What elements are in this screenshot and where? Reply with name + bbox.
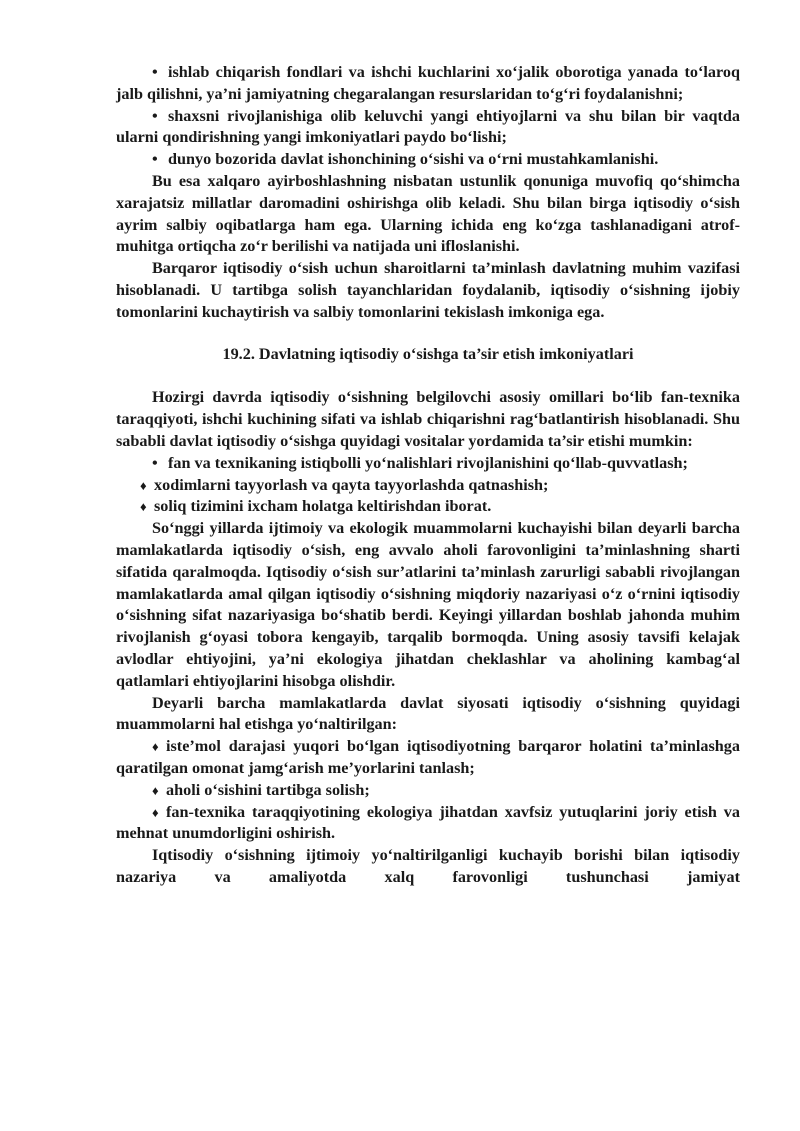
bullet-icon: • bbox=[152, 150, 158, 169]
paragraph: Bu esa xalqaro ayirboshlashning nisbatan ustunlik qonuniga muvofiq qo‘shimcha xarajatsiz millatlar daromadini oshirishga olib keladi. Shu bilan birga iqtisodiy o‘sish ayrim salbiy oqibatlarga ham ega. Ularning ichida eng ko‘zga tashlanadigani atrof-muhitga ortiqcha zo‘r berilishi va natijada uni ifloslanishi. bbox=[116, 171, 740, 256]
bullet-icon: • bbox=[152, 63, 158, 81]
diamond-bullet-icon: ♦ bbox=[152, 782, 159, 798]
list-item: ♦ iste’mol darajasi yuqori bo‘lgan iqtisodiyotning barqaror holatini ta’minlashga qaratilgan omonat jamg‘arish me’yorlarini tanlash; bbox=[116, 737, 740, 777]
paragraph: Barqaror iqtisodiy o‘sish uchun sharoitlarni ta’minlash davlatning muhim vazifasi hisoblanadi. U tartibga solish tayanchlaridan foydalanib, iqtisodiy o‘sishning ijobiy tomonlarini kuchaytirish va salbiy tomonlarini tekislash imkoniga ega. bbox=[116, 259, 740, 321]
section-heading: 19.2. Davlatning iqtisodiy o‘sishga ta’sir etish imkoniyatlari bbox=[222, 344, 634, 363]
bullet-icon: • bbox=[152, 453, 158, 472]
paragraph: Iqtisodiy o‘sishning ijtimoiy yo‘naltirilganligi kuchayib borishi bilan iqtisodiy nazariya va amaliyotda xalq farovonligi tushunchasi jamiyat bbox=[116, 846, 740, 886]
list-item: • fan va texnikaning istiqbolli yo‘nalishlari rivojlanishini qo‘llab-quvvatlash; bbox=[116, 453, 740, 475]
list-item: ♦ soliq tizimini ixcham holatga keltirishdan iborat. bbox=[116, 496, 740, 518]
diamond-bullet-icon: ♦ bbox=[152, 739, 159, 755]
diamond-bullet-icon: ♦ bbox=[140, 499, 147, 515]
diamond-bullet-icon: ♦ bbox=[140, 477, 147, 493]
list-item: • dunyo bozorida davlat ishonchining o‘sishi va o‘rni mustahkamlanishi. bbox=[116, 149, 740, 171]
list-item: ♦ xodimlarni tayyorlash va qayta tayyorlashda qatnashish; bbox=[116, 475, 740, 497]
document-page bbox=[116, 62, 740, 889]
list-item: ♦ aholi o‘sishini tartibga solish; bbox=[116, 780, 740, 802]
paragraph: Hozirgi davrda iqtisodiy o‘sishning belgilovchi asosiy omillari bo‘lib fan-texnika taraqqiyoti, ishchi kuchining sifati va ishlab chiqarishni rag‘batlantirish hisoblanadi. Shu sababli davlat iqtisodiy o‘sishga quyidagi vositalar yordamida ta’sir etishi mumkin: bbox=[116, 388, 740, 450]
bullet-icon: • bbox=[152, 106, 158, 125]
paragraph: Deyarli barcha mamlakatlarda davlat siyosati iqtisodiy o‘sishning quyidagi muammolarni hal etishga yo‘naltirilgan: bbox=[116, 693, 740, 734]
list-item: • shaxsni rivojlanishiga olib keluvchi yangi ehtiyojlarni va shu bilan bir vaqtda ularni qondirishning yangi imkoniyatlari paydo bo‘lishi; bbox=[116, 106, 740, 147]
list-item: • ishlab chiqarish fondlari va ishchi kuchlarini xo‘jalik oborotiga yanada to‘laroq jalb qilishni, ya’ni jamiyatning chegaralangan resurslaridan to‘g‘ri foydalanishni; bbox=[116, 63, 740, 103]
diamond-bullet-icon: ♦ bbox=[152, 804, 159, 820]
paragraph: So‘nggi yillarda ijtimoiy va ekologik muammolarni kuchayishi bilan deyarli barcha mamlakatlarda iqtisodiy o‘sish, eng avvalo aholi farovonligini ta’minlashning sharti sifatida qaralmoqda. Iqtisodiy o‘sish sur’atlarini ta’minlash zarurligi sababli rivojlangan mamlakatlarda amal qilgan iqtisodiy o‘sishning miqdoriy nazariyasi o‘z o‘rnini iqtisodiy o‘sishning sifat nazariyasiga bo‘shatib berdi. Keyingi yillardan boshlab jahonda muhim rivojlanish g‘oyasi tobora kengayib, tarqalib bormoqda. Uning asosiy tavsifi kelajak avlodlar ehtiyojini, ya’ni ekologiya jihatdan cheklashlar va aholining kambag‘al qatlamlari ehtiyojlarini hisobga olishdir. bbox=[116, 519, 740, 690]
list-item: ♦ fan-texnika taraqqiyotining ekologiya jihatdan xavfsiz yutuqlarini joriy etish va mehnat unumdorligini oshirish. bbox=[116, 802, 740, 843]
